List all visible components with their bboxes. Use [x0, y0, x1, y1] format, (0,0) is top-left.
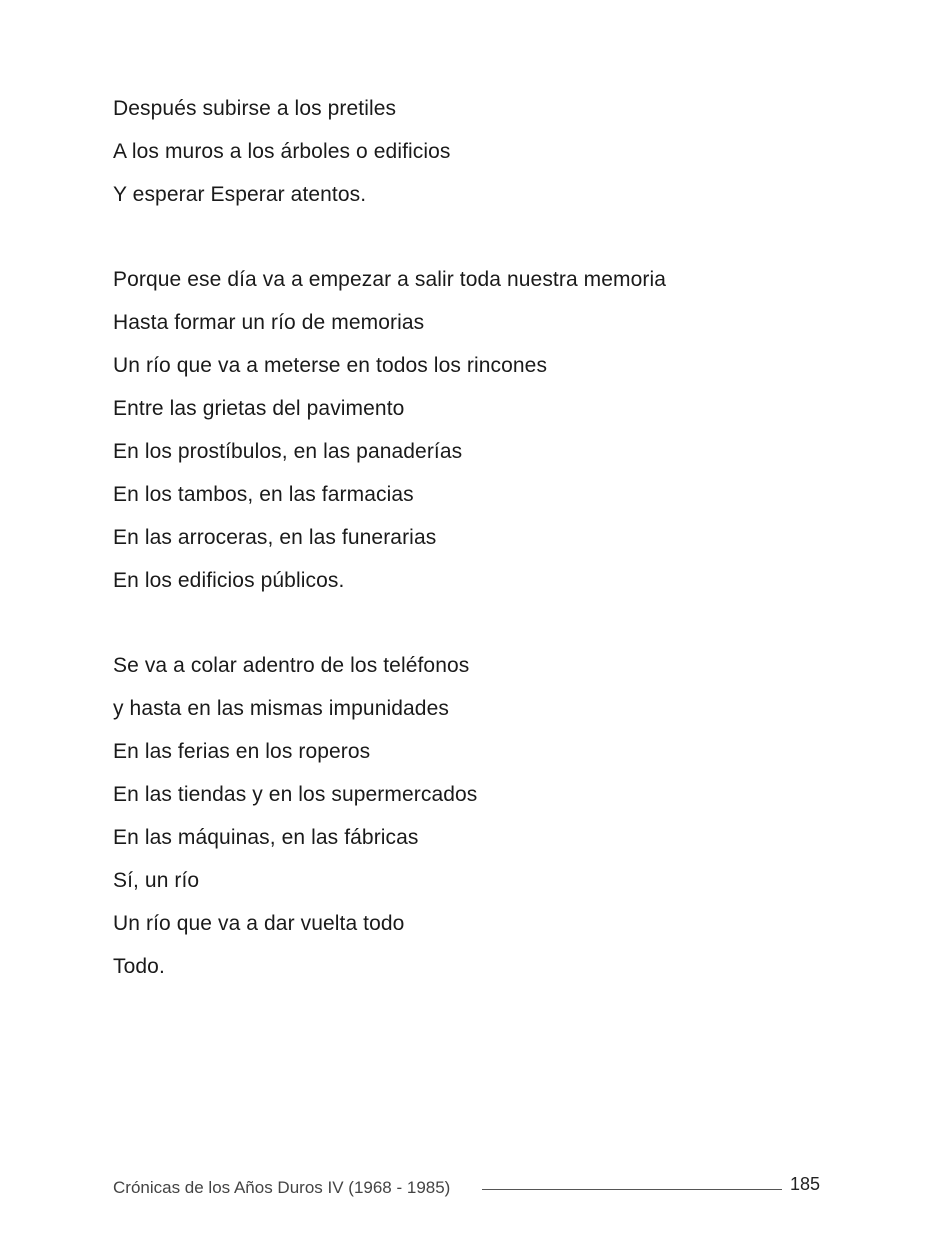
- poem-line: y hasta en las mismas impunidades: [113, 697, 449, 720]
- poem-line: En las ferias en los roperos: [113, 740, 371, 763]
- poem-line: En los tambos, en las farmacias: [113, 483, 414, 506]
- poem-line: En las máquinas, en las fábricas: [113, 826, 419, 849]
- poem-line: En los prostíbulos, en las panaderías: [113, 440, 463, 463]
- poem-body: [113, 87, 853, 1030]
- poem-line: Todo.: [113, 955, 165, 978]
- poem-line: En los edificios públicos.: [113, 569, 345, 592]
- stanza-1: [113, 87, 853, 216]
- poem-line: Sí, un río: [113, 869, 200, 892]
- poem-line: En las arroceras, en las funerarias: [113, 526, 437, 549]
- poem-line: En las tiendas y en los supermercados: [113, 783, 478, 806]
- poem-line: Un río que va a meterse en todos los rincones: [113, 354, 548, 377]
- poem-line: Entre las grietas del pavimento: [113, 397, 405, 420]
- poem-line: Un río que va a dar vuelta todo: [113, 912, 405, 935]
- poem-line: A los muros a los árboles o edificios: [113, 140, 451, 163]
- poem-line: Hasta formar un río de memorias: [113, 311, 425, 334]
- footer-divider: [482, 1189, 782, 1190]
- book-title: Crónicas de los Años Duros IV (1968 - 1985): [113, 1178, 451, 1197]
- stanza-2: [113, 258, 853, 602]
- page-number: 185: [790, 1174, 821, 1194]
- page-footer: [113, 1172, 825, 1202]
- poem-line: Se va a colar adentro de los teléfonos: [113, 654, 470, 677]
- poem-line: Y esperar Esperar atentos.: [113, 183, 367, 206]
- poem-line: Después subirse a los pretiles: [113, 97, 397, 120]
- poem-line: Porque ese día va a empezar a salir toda nuestra memoria: [113, 268, 667, 291]
- stanza-3: [113, 644, 853, 988]
